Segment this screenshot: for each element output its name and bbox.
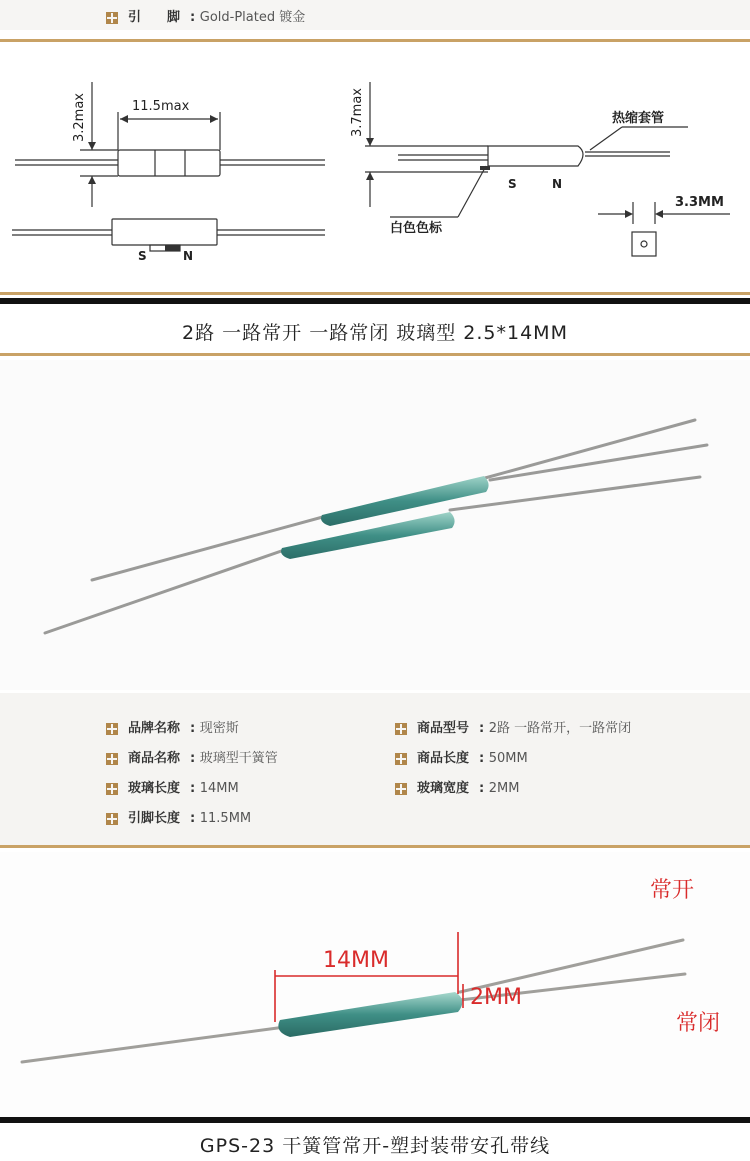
divider-gold: [0, 845, 750, 848]
bullet-icon: [395, 753, 407, 765]
caption-model-2: GPS-23 干簧管常开-塑封装带安孔带线: [199, 1135, 551, 1157]
divider-black: [0, 298, 750, 304]
dimension-diagram: [0, 42, 750, 292]
spec-row: 玻璃长度 : 14MM: [106, 777, 239, 796]
spec-key: 引 脚: [128, 10, 181, 25]
spec-value: 50MM: [488, 751, 528, 766]
spec-table: [0, 693, 750, 845]
spec-value: 2路 一路常开，一路常闭: [488, 721, 632, 736]
spec-value: 11.5MM: [199, 811, 252, 826]
spec-row: 商品型号 : 2路 一路常开，一路常闭: [395, 717, 631, 736]
bullet-icon: [395, 783, 407, 795]
bullet-icon: [106, 753, 118, 765]
pole-s-left: S: [138, 249, 147, 263]
dim-small-label: 3.3MM: [675, 195, 724, 210]
bullet-icon: [106, 12, 118, 24]
spec-pin: 引 脚 : Gold-Plated 镀金: [106, 6, 305, 25]
divider-gold: [0, 292, 750, 295]
normally-open-annotation: 常开: [650, 878, 695, 903]
pole-n-left: N: [183, 249, 194, 263]
spec-key: 商品长度: [417, 751, 470, 766]
top-spec-strip: [0, 0, 750, 30]
spec-row: 玻璃宽度 : 2MM: [395, 777, 519, 796]
spec-key: 品牌名称: [128, 721, 181, 736]
spec-value: 14MM: [199, 781, 239, 796]
bullet-icon: [106, 783, 118, 795]
spec-row: 引脚长度 : 11.5MM: [106, 807, 251, 826]
spec-key: 商品型号: [417, 721, 470, 736]
spec-key: 商品名称: [128, 751, 181, 766]
heat-shrink-label: 热缩套管: [612, 111, 665, 126]
bullet-icon: [106, 723, 118, 735]
dim-width-label: 11.5max: [132, 99, 190, 114]
spec-key: 引脚长度: [128, 811, 181, 826]
reed-switch-photo: [0, 360, 750, 690]
product-photo-2: [0, 852, 750, 1117]
spec-key: 玻璃宽度: [417, 781, 470, 796]
bullet-icon: [106, 813, 118, 825]
caption-model: 2路 一路常开 一路常闭 玻璃型 2.5*14MM: [182, 322, 568, 344]
spec-value: Gold-Plated 镀金: [199, 10, 306, 25]
pole-n-right: N: [552, 177, 563, 191]
dim-height-left-label: 3.2max: [72, 93, 87, 142]
spec-row: 品牌名称 : 现密斯: [106, 717, 239, 736]
reed-switch-annotated: [0, 852, 750, 1117]
divider-gold: [0, 353, 750, 356]
white-mark-label: 白色色标: [390, 221, 443, 236]
bullet-icon: [395, 723, 407, 735]
spec-value: 2MM: [488, 781, 520, 796]
dim-height-right-label: 3.7max: [350, 88, 365, 137]
spec-row: 商品长度 : 50MM: [395, 747, 528, 766]
divider-black: [0, 1117, 750, 1123]
length-annotation: 14MM: [323, 948, 389, 973]
spec-row: 商品名称 : 玻璃型干簧管: [106, 747, 278, 766]
diagram-svg: [0, 42, 750, 292]
spec-key: 玻璃长度: [128, 781, 181, 796]
product-photo-1: [0, 360, 750, 690]
spec-value: 玻璃型干簧管: [199, 751, 278, 766]
spec-value: 现密斯: [199, 721, 239, 736]
width-annotation: 2MM: [470, 985, 522, 1010]
normally-closed-annotation: 常闭: [676, 1011, 721, 1036]
pole-s-right: S: [508, 177, 517, 191]
